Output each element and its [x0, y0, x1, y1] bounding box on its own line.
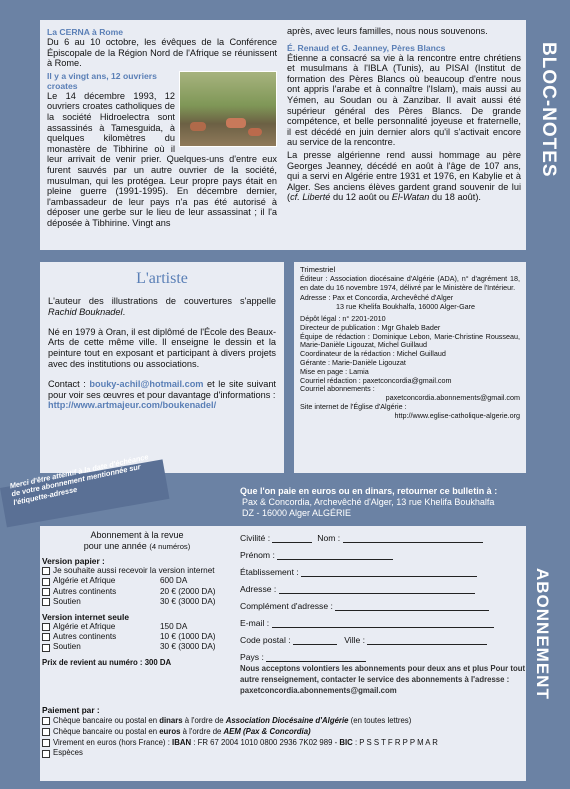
legal-website[interactable]: http://www.eglise-catholique-algerie.org — [394, 410, 520, 420]
nom-label: Nom : — [317, 533, 341, 543]
abonnement-side-label: ABONNEMENT — [526, 560, 558, 736]
checkbox[interactable] — [42, 739, 50, 747]
payment-methods — [42, 705, 522, 759]
checkbox[interactable] — [42, 633, 50, 641]
vingt-ans-continued: après, avec leurs familles, nous nous souvenons. — [287, 26, 488, 36]
legal-layout: Mise en page : Lamia — [300, 366, 369, 376]
acceptance-note: Nous acceptons volontiers les abonnements pour deux ans et plus Pour tout autre renseignement, contacter le service des abonnements à l'adresse : paxetconcordia.abonnements@gmail.com — [240, 664, 526, 695]
bloc-notes-panel — [40, 20, 526, 250]
workers-memorial-photo — [179, 71, 277, 147]
prenom-field[interactable] — [277, 559, 393, 560]
pays-label: Pays : — [240, 652, 264, 662]
artist-paragraph-1: L'auteur des illustrations de couvertures s'appelle Rachid Bouknadel. — [48, 296, 276, 317]
legal-coordinator: Coordinateur de la rédaction : Michel Guillaud — [300, 349, 446, 359]
legal-website-label: Site internet de l'Église d'Algérie : — [300, 401, 407, 411]
checkbox[interactable] — [42, 578, 50, 586]
etablissement-field[interactable] — [301, 576, 477, 577]
legal-email-abo[interactable]: paxetconcordia.abonnements@gmail.com — [385, 393, 520, 403]
civilite-label: Civilité : — [240, 533, 271, 543]
complement-label: Complément d'adresse : — [240, 601, 333, 611]
legal-periodicity: Trimestriel — [300, 265, 336, 274]
web-row-soutien[interactable]: Soutien 30 € (3000 DA) — [42, 642, 232, 652]
artist-paragraph-3: Contact : bouky-achil@hotmail.com et le site suivant pour voir ses œuvres et pour davantage d'informations : http://www.artmajeur.com/boukenadel/ — [48, 378, 276, 411]
checkbox[interactable] — [42, 598, 50, 606]
legal-address: Adresse : Pax et Concordia, Archevêché d'Alger — [300, 293, 454, 303]
legal-email-redaction: Courriel rédaction : paxetconcordia@gmail.com — [300, 375, 452, 385]
renewal-reminder-text: Merci d'être attentif à la date d'échéance de votre abonnement mentionnée sur l'étiquette-adresse — [8, 452, 150, 507]
bloc-notes-column-2 — [287, 26, 521, 205]
legal-depot: Dépôt légal : n° 2201-2010 — [300, 313, 386, 323]
unit-cost: Prix de revient au numéro : 300 DA — [42, 657, 172, 667]
paper-row-algerie[interactable]: Algérie et Afrique 600 DA — [42, 576, 232, 586]
paper-also-web-option[interactable]: Je souhaite aussi recevoir la version internet — [42, 566, 232, 576]
legal-email-abo-label: Courriel abonnements : — [300, 384, 375, 394]
ville-field[interactable] — [367, 644, 487, 645]
bloc-notes-column-1 — [47, 26, 277, 231]
cerna-text: Du 6 au 10 octobre, les évêques de la Conférence Épiscopale de la Région Nord de l'Afrique se réunissent à Rome. — [47, 37, 277, 69]
checkbox[interactable] — [42, 623, 50, 631]
renaud-heading: É. Renaud et G. Jeanney, Pères Blancs — [287, 42, 446, 53]
cerna-heading: La CERNA à Rome — [47, 27, 124, 37]
paper-row-autres[interactable]: Autres continents 20 € (2000 DA) — [42, 587, 232, 597]
checkbox[interactable] — [42, 750, 50, 758]
return-address: Que l'on paie en euros ou en dinars, retourner ce bulletin à : Pax & Concordia, Archevêché d'Alger, 13 rue Khelifa Boukhalfa DZ - 16000 Alger ALGÉRIE — [240, 486, 498, 518]
payment-especes[interactable]: Espèces — [42, 748, 522, 759]
email-label: E-mail : — [240, 618, 270, 628]
web-version-header: Version internet seule — [42, 611, 130, 622]
checkbox[interactable] — [42, 717, 50, 725]
artist-title: L'artiste — [136, 270, 188, 287]
code-postal-label: Code postal : — [240, 635, 291, 645]
presse-text: La presse algérienne rend aussi hommage au père Georges Jeanney, décédé en août à l'âge de 107 ans, qui a servi en Algérie entre 1931 et 1976, en Kabylie et à Alger. Ses anciens élèves gardent grand souvenir de lui (cf. Liberté du 12 août ou El-Watan du 18 août). — [287, 149, 521, 203]
prenom-label: Prénom : — [240, 550, 275, 560]
artist-panel — [40, 262, 284, 473]
renaud-text: Étienne a consacré sa vie à la rencontre entre chrétiens et musulmans à l'IBLA (Tunis), au PISAI (Institut de formation des Pères Blancs où beaucoup d'entre nous ont appris l'arabe et à connaître l'Islam), mais aussi au Yémen, au Soudan ou à Zanzibar. Il avait aussi été supérieur général des Pères Blancs. De grande compétence, et belle personnalité joyeuse et fraternelle, il est décédé en juin dernier alors qu'il s'activait encore au service de la rencontre. — [287, 52, 521, 148]
legal-address-2: 13 rue Khelifa Boukhalfa, 16000 Alger-Gare — [336, 302, 476, 312]
payment-header: Paiement par : — [42, 705, 100, 715]
nom-field[interactable] — [343, 542, 483, 543]
subscriber-form — [240, 530, 502, 666]
email-field[interactable] — [272, 627, 494, 628]
legal-team: Équipe de rédaction : Dominique Lebon, Marie-Christine Rousseau, Marie-Danièle Ligouzat, Michel Guillaud — [300, 331, 520, 350]
paper-row-soutien[interactable]: Soutien 30 € (3000 DA) — [42, 597, 232, 607]
subscription-title: Abonnement à la revue pour une année (4 numéros) — [83, 530, 191, 551]
checkbox[interactable] — [42, 728, 50, 736]
checkbox[interactable] — [42, 644, 50, 652]
civilite-field[interactable] — [272, 542, 312, 543]
ville-label: Ville : — [344, 635, 366, 645]
artist-paragraph-2: Né en 1979 à Oran, il est diplômé de l'École des Beaux-Arts de cette même ville. Il enseigne le dessin et la peinture tout en exposant et participant à divers projets avec des institutions ou associations. — [48, 326, 277, 369]
web-row-autres[interactable]: Autres continents 10 € (1000 DA) — [42, 632, 232, 642]
bloc-notes-side-label: BLOC-NOTES — [538, 42, 559, 178]
vingt-ans-text: Le 14 décembre 1993, 12 ouvriers croates catholiques de la société Hidroelectra sont assassinés à Tamesguida, à quelques kilomètres du monastère de Tibhirine où il leur arrivait de venir prier. Quelques-uns d'entre eux furent sauvés par un autre ouvrier de la société, musulman, qui les protégea. Leur propre pays était en pleine guerre (1991-1995). En décembre dernier, l'ambassadeur de leur pays n'a pas été autorisé à déposer une gerbe sur le lieu de leur assassinat ; il l'a déposée à Tibhirine. Vingt ans — [47, 90, 277, 228]
payment-virement[interactable]: Virement en euros (hors France) : IBAN : FR 67 2004 1010 0800 2936 7K02 989 - BIC : P S S T F R P P M A R — [42, 738, 522, 749]
paper-version-header: Version papier : — [42, 556, 105, 566]
vingt-ans-heading: Il y a vingt ans, 12 ouvriers croates — [47, 70, 157, 91]
checkbox[interactable] — [42, 567, 50, 575]
pays-field[interactable] — [266, 661, 366, 662]
legal-director: Directeur de publication : Mgr Ghaleb Bader — [300, 322, 441, 332]
payment-cheque-euros[interactable]: Chèque bancaire ou postal en euros à l'ordre de AEM (Pax & Concordia) — [42, 727, 522, 738]
code-postal-field[interactable] — [293, 644, 337, 645]
legal-editor: Éditeur : Association diocésaine d'Algérie (ADA), n° d'agrément 18, en date du 16 novembre 1974, délivré par le Ministère de l'Intérieur. — [300, 273, 520, 292]
complement-field[interactable] — [335, 610, 489, 611]
adresse-field[interactable] — [279, 593, 475, 594]
artist-website-link[interactable]: http://www.artmajeur.com/boukenadel/ — [48, 400, 217, 411]
etablissement-label: Établissement : — [240, 567, 299, 577]
checkbox[interactable] — [42, 588, 50, 596]
legal-manager: Gérante : Marie-Danièle Ligouzat — [300, 357, 406, 367]
payment-cheque-dinars[interactable]: Chèque bancaire ou postal en dinars à l'ordre de Association Diocésaine d'Algérie (en toutes lettres) — [42, 716, 522, 727]
web-row-algerie[interactable]: Algérie et Afrique 150 DA — [42, 622, 232, 632]
adresse-label: Adresse : — [240, 584, 277, 594]
legal-info-panel — [294, 262, 526, 473]
artist-email-link[interactable]: bouky-achil@hotmail.com — [89, 378, 204, 389]
subscription-options — [42, 530, 232, 667]
